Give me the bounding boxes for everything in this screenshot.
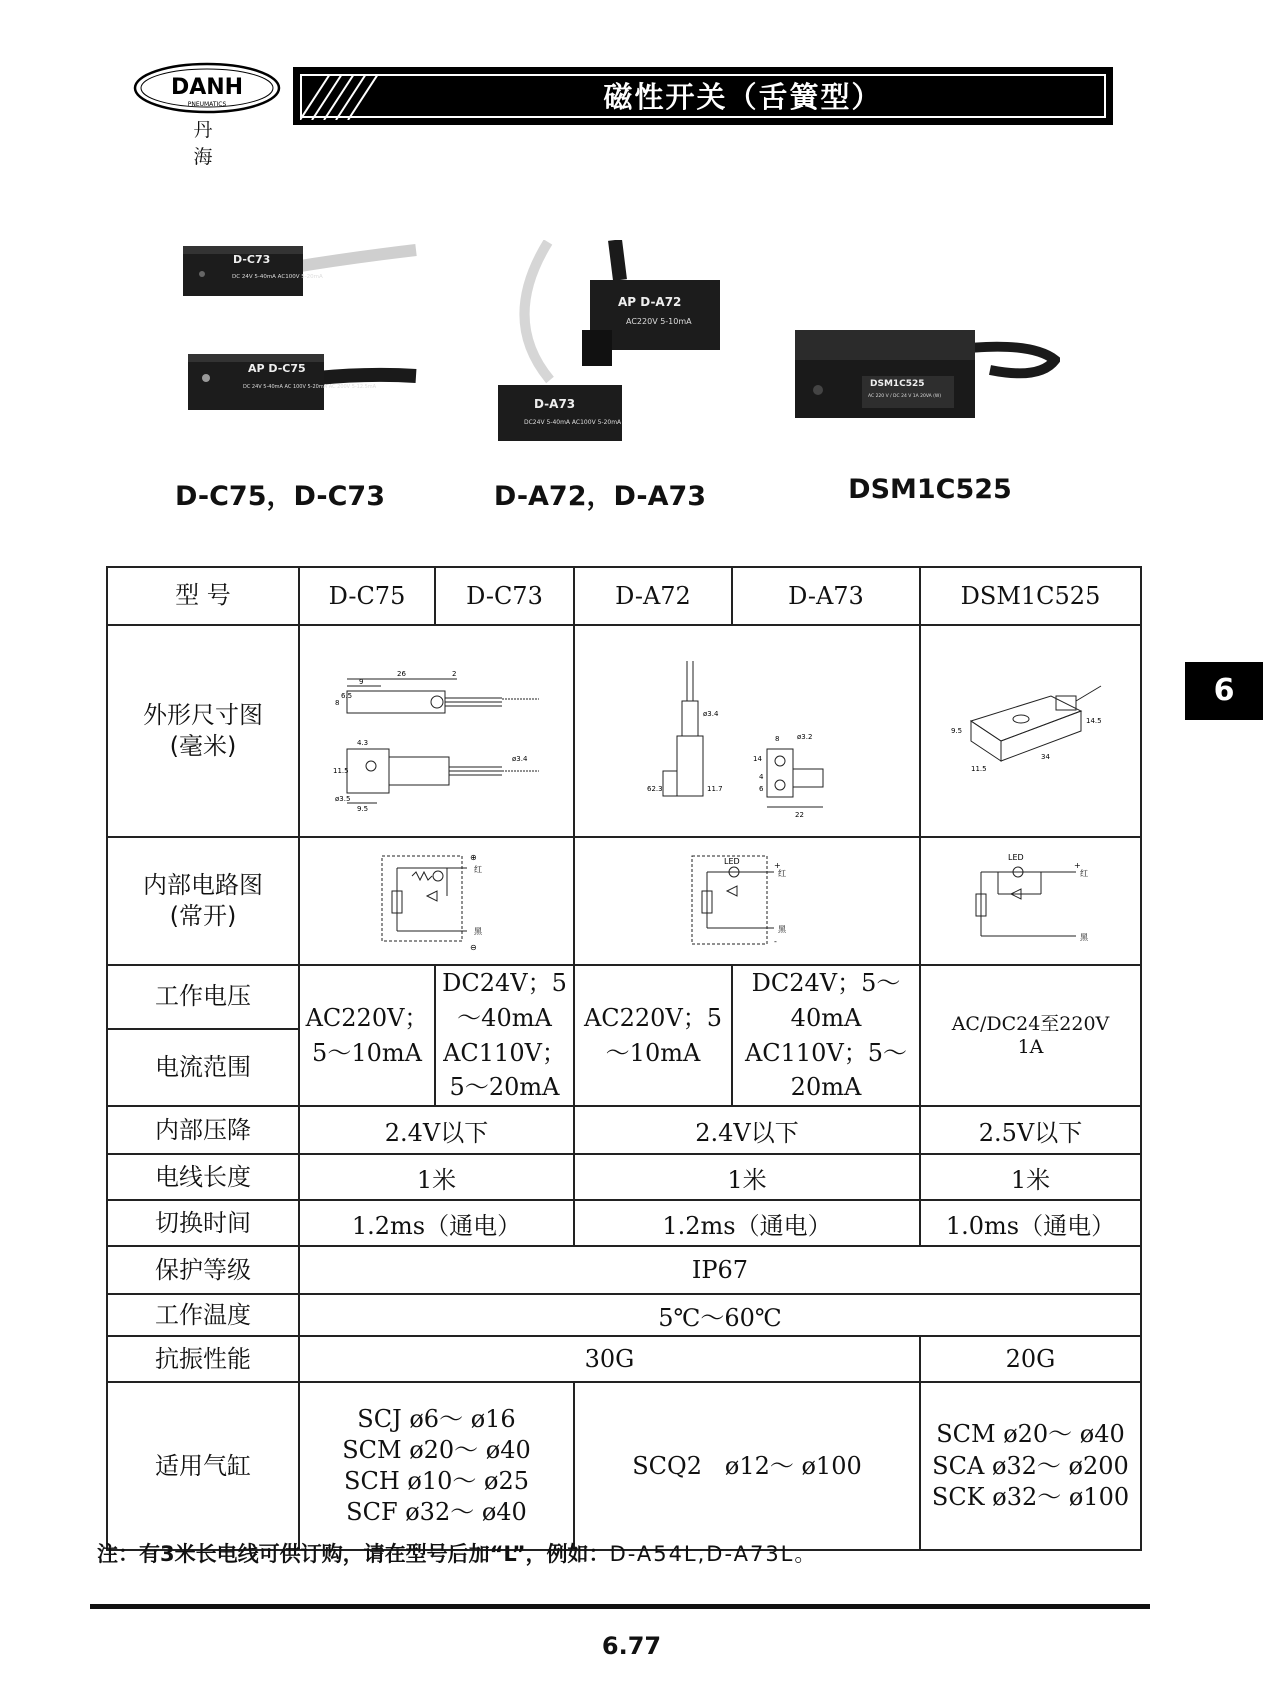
svg-text:6.5: 6.5 (340, 692, 352, 700)
table-row-cylinders (107, 1382, 1141, 1550)
row-label-wire: 电线长度 (107, 1154, 299, 1200)
svg-text:ø3.5: ø3.5 (334, 795, 350, 803)
photo-dsm-spec: AC 220 V / DC 24 V 1A 20VA (W) (868, 394, 942, 399)
photo-a73-label: D-A73 (534, 397, 576, 411)
page-title: 磁性开关（舌簧型） (603, 80, 883, 114)
circuit-d-a7x (574, 837, 920, 965)
protection-value: IP67 (299, 1246, 1141, 1294)
dim-figure-c (317, 641, 557, 821)
photo-a72-spec: AC220V 5-10mA (626, 317, 692, 326)
dim-drawing-d-c7x (299, 625, 574, 837)
photo-a72-label: AP D-A72 (618, 295, 682, 309)
switch-d-c7x: 1.2ms（通电） (299, 1200, 574, 1246)
vc-d-a72: AC220V；5～10mA (574, 965, 732, 1106)
svg-text:⊖: ⊖ (469, 943, 477, 952)
dim-drawing-d-a7x (574, 625, 920, 837)
logo-sub: PNEUMATICS (187, 101, 227, 108)
svg-text:4.3: 4.3 (356, 739, 368, 747)
footnote (97, 1538, 817, 1568)
spec-table (106, 566, 1142, 1551)
svg-text:6: 6 (759, 785, 764, 793)
table-row-model (107, 567, 1141, 625)
wire-d-c7x: 1米 (299, 1154, 574, 1200)
svg-text:26: 26 (396, 670, 406, 678)
svg-text:ø3.4: ø3.4 (703, 710, 719, 718)
row-label-vibration: 抗振性能 (107, 1336, 299, 1382)
svg-text:8: 8 (334, 699, 339, 707)
svg-text:11.5: 11.5 (970, 765, 987, 773)
table-row-switch (107, 1200, 1141, 1246)
footer-rule (90, 1604, 1150, 1609)
chapter-tab: 6 (1185, 662, 1263, 720)
cylinders-dsm1c525: SCM ø20～ ø40 SCA ø32～ ø200 SCK ø32～ ø100 (920, 1382, 1141, 1550)
photo-a73-spec: DC24V 5-40mA AC100V 5-20mA (524, 419, 622, 426)
model-d-a73: D-A73 (732, 567, 920, 625)
svg-text:⊕: ⊕ (469, 853, 477, 862)
cylinders-d-c7x: SCJ ø6～ ø16 SCM ø20～ ø40 SCH ø10～ ø25 SCF ø32～ ø40 (299, 1382, 574, 1550)
wire-d-a7x: 1米 (574, 1154, 920, 1200)
svg-text:14.5: 14.5 (1085, 717, 1102, 725)
svg-text:14: 14 (753, 755, 762, 763)
model-d-a72: D-A72 (574, 567, 732, 625)
caption-dsm1c525: DSM1C525 (848, 474, 1012, 505)
svg-text:红: 红 (778, 869, 786, 878)
table-row-wire (107, 1154, 1141, 1200)
caption-d-a72-d-a73: D-A72，D-A73 (493, 481, 707, 512)
row-label-current: 电流范围 (107, 1029, 299, 1106)
title-banner (293, 67, 1113, 125)
svg-text:ø3.4: ø3.4 (511, 755, 527, 763)
svg-text:4: 4 (759, 773, 764, 781)
danh-logo (133, 62, 281, 114)
circuit-dsm1c525 (920, 837, 1141, 965)
banner-hatch-decoration (300, 74, 378, 120)
dim-drawing-dsm1c525 (920, 625, 1141, 837)
circuit-figure-dsm (956, 846, 1106, 956)
table-row-temperature (107, 1294, 1141, 1336)
svg-text:ø3.2: ø3.2 (797, 733, 813, 741)
page-number: 6.77 (601, 1632, 662, 1660)
svg-text:62.3: 62.3 (647, 785, 663, 793)
dim-figure-a (627, 641, 867, 821)
row-label-circuit: 内部电路图 (常开) (107, 837, 299, 965)
row-label-protection: 保护等级 (107, 1246, 299, 1294)
svg-text:红: 红 (473, 865, 482, 874)
svg-text:11.7: 11.7 (707, 785, 723, 793)
row-label-temperature: 工作温度 (107, 1294, 299, 1336)
vibration-reed: 30G (299, 1336, 920, 1382)
row-label-switch: 切换时间 (107, 1200, 299, 1246)
vibration-dsm1c525: 20G (920, 1336, 1141, 1382)
photo-c73-spec: DC 24V 5-40mA AC100V 5-20mA (232, 274, 323, 280)
svg-text:9.5: 9.5 (950, 727, 962, 735)
drop-d-a7x: 2.4V以下 (574, 1106, 920, 1154)
brand-chinese: 丹 海 (193, 119, 227, 168)
footnote-text: 注：有3米长电线可供订购，请在型号后加“L”，例如： (97, 1542, 610, 1566)
switch-dsm1c525: 1.0ms（通电） (920, 1200, 1141, 1246)
temperature-value: 5℃～60℃ (299, 1294, 1141, 1336)
circuit-d-c7x (299, 837, 574, 965)
svg-text:22: 22 (795, 811, 804, 819)
vc-d-a73: DC24V；5～40mA AC110V；5～20mA (732, 965, 920, 1106)
svg-text:红: 红 (1079, 869, 1088, 878)
row-label-dimensions: 外形尺寸图 (毫米) (107, 625, 299, 837)
svg-text:8: 8 (775, 735, 780, 743)
svg-text:LED: LED (1007, 853, 1024, 862)
model-dsm1c525: DSM1C525 (920, 567, 1141, 625)
table-row-circuit (107, 837, 1141, 965)
photo-dsm-label: DSM1C525 (870, 379, 925, 389)
dim-figure-dsm (931, 641, 1131, 821)
svg-text:-: - (774, 937, 777, 946)
svg-text:11.5: 11.5 (332, 767, 349, 775)
svg-text:2: 2 (451, 670, 456, 678)
svg-text:9: 9 (358, 678, 363, 686)
svg-text:黑: 黑 (778, 925, 786, 934)
svg-text:黑: 黑 (1079, 933, 1088, 942)
drop-dsm1c525: 2.5V以下 (920, 1106, 1141, 1154)
circuit-figure-c (372, 846, 502, 956)
svg-text:34: 34 (1040, 753, 1050, 761)
caption-d-c75-d-c73: D-C75，D-C73 (174, 481, 385, 512)
svg-text:LED: LED (724, 857, 740, 866)
drop-d-c7x: 2.4V以下 (299, 1106, 574, 1154)
row-label-voltage: 工作电压 (107, 965, 299, 1029)
footnote-example: D-A54L,D-A73L。 (609, 1542, 818, 1566)
photo-d-c75-d-c73 (178, 238, 418, 430)
vc-d-c75: AC220V；5～10mA (299, 965, 435, 1106)
vc-dsm1c525: AC/DC24至220V 1A (920, 965, 1141, 1106)
row-label-model: 型 号 (107, 567, 299, 625)
photo-dsm1c525 (790, 320, 1060, 430)
svg-text:黑: 黑 (473, 927, 482, 936)
switch-d-a7x: 1.2ms（通电） (574, 1200, 920, 1246)
vc-d-c73: DC24V；5～40mA AC110V；5～20mA (435, 965, 574, 1106)
wire-dsm1c525: 1米 (920, 1154, 1141, 1200)
photo-c73-label: D-C73 (233, 253, 271, 266)
table-row-vibration (107, 1336, 1141, 1382)
svg-text:+: + (774, 861, 781, 870)
row-label-drop: 内部压降 (107, 1106, 299, 1154)
table-row-protection (107, 1246, 1141, 1294)
logo-text: DANH (170, 75, 244, 100)
model-d-c75: D-C75 (299, 567, 435, 625)
svg-text:9.5: 9.5 (356, 805, 368, 813)
circuit-figure-a (682, 846, 812, 956)
photo-d-a72-d-a73 (490, 240, 730, 450)
table-row-dimensions (107, 625, 1141, 837)
photo-c75-label: AP D-C75 (248, 362, 306, 375)
row-label-cylinders: 适用气缸 (107, 1382, 299, 1550)
svg-text:+: + (1073, 861, 1081, 870)
model-d-c73: D-C73 (435, 567, 574, 625)
cylinders-d-a7x: SCQ2 ø12～ ø100 (574, 1382, 920, 1550)
table-row-voltage (107, 965, 1141, 1029)
table-row-drop (107, 1106, 1141, 1154)
photo-c75-spec: DC 24V 5-40mA AC 100V 5-20mA AC 200V 5-12.5mA (243, 384, 377, 390)
